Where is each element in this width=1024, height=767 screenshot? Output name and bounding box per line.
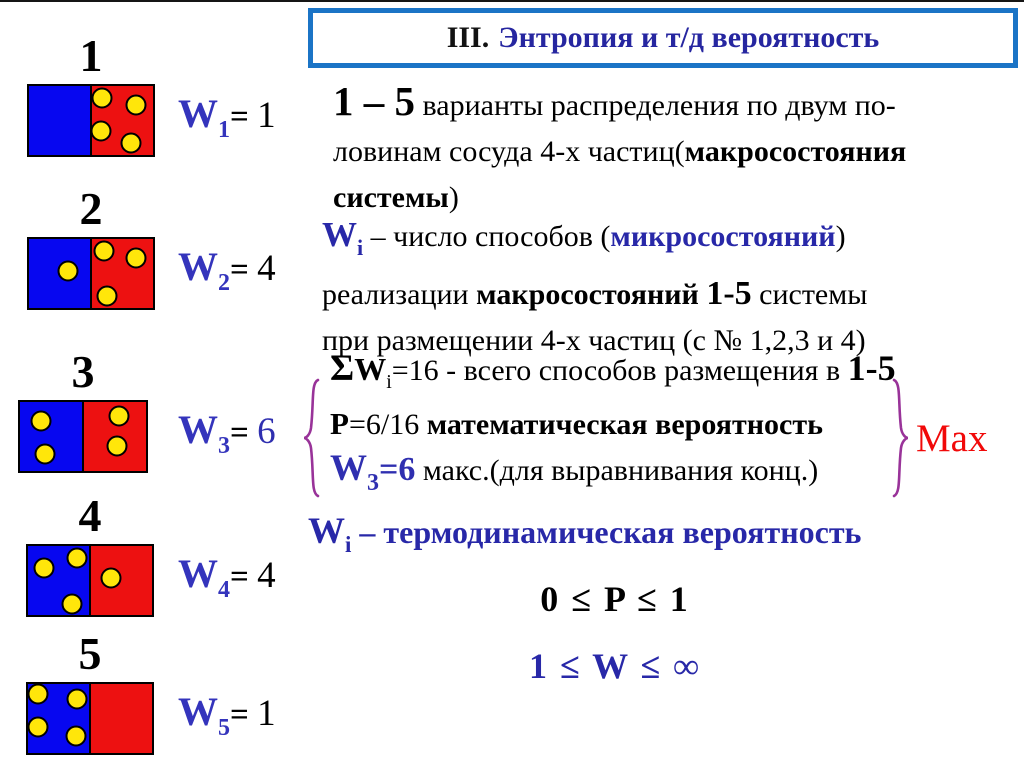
box-number-1: 1 (79, 30, 103, 81)
equals-sign: = (230, 99, 258, 135)
text-run-bold: математическая вероятность (426, 408, 823, 441)
text-line (333, 129, 1023, 175)
particle-dot (121, 132, 142, 153)
particle-dot (101, 568, 122, 589)
w-label-5 (178, 689, 276, 741)
text-run: системы (751, 278, 868, 311)
particle-dot (31, 410, 52, 431)
w-symbol: W (354, 351, 387, 387)
w-symbol: W (308, 511, 345, 552)
particle-dot (97, 286, 118, 307)
particle-dot (91, 88, 112, 109)
particle-dot (90, 120, 111, 141)
w-value: 4 (257, 555, 276, 596)
max-label: Max (916, 417, 988, 460)
w-symbol: W (178, 91, 218, 136)
left-half-blue (29, 86, 92, 155)
equals-sign: = (230, 559, 258, 595)
vessel-box-4 (26, 544, 154, 617)
sum-line (330, 347, 1024, 394)
left-half-blue (29, 239, 92, 308)
p-symbol: P (330, 406, 349, 441)
w-label-4 (178, 551, 276, 603)
vessel-box-1 (27, 84, 155, 157)
right-curly-brace (891, 378, 909, 503)
w-subscript: 3 (367, 470, 379, 496)
right-half-red (84, 402, 146, 471)
text-line (333, 78, 1023, 129)
text-run: ) (448, 181, 459, 214)
title-box (308, 8, 1018, 68)
left-half-blue (28, 546, 91, 615)
left-half-blue (20, 402, 84, 471)
w-subscript: 4 (218, 577, 230, 603)
right-half-red (91, 684, 152, 753)
w-label-1 (178, 91, 276, 143)
text-line (322, 212, 1024, 271)
text-run: варианты распределения по двум по- (415, 89, 896, 122)
particle-dot (58, 261, 79, 282)
page-title: Энтропия и т/д вероятность (498, 21, 880, 54)
text-run: – число способов ( (363, 220, 611, 253)
w-symbol: W (178, 551, 218, 596)
text-run-blue: микросостояний (610, 220, 836, 253)
particle-dot (33, 558, 54, 579)
particle-dot (61, 593, 82, 614)
text-run: макс.(для выравнивания конц.) (415, 454, 819, 487)
w-label-3 (178, 407, 276, 459)
thermodynamic-probability-line (308, 510, 861, 558)
right-half-red (92, 86, 153, 155)
text-run: реализации (322, 278, 477, 311)
w-label-2 (178, 244, 276, 296)
range-label: 1-5 (847, 348, 896, 388)
w-symbol: W (330, 448, 367, 489)
particle-dot (93, 241, 114, 262)
formula-p-bounds: 0 ≤ P ≤ 1 (540, 579, 690, 619)
particle-dot (125, 95, 146, 116)
range-label: 1 – 5 (333, 78, 415, 124)
box-number-2: 2 (79, 183, 103, 234)
text-run-bold: системы (333, 181, 449, 214)
w-symbol: W (178, 244, 218, 289)
text-run-blue: – термодинамическая вероятность (351, 514, 862, 550)
w-value: 4 (257, 248, 276, 289)
particle-dot (66, 689, 87, 710)
paragraph-microstates (322, 212, 1024, 364)
slide-top-edge (0, 0, 1024, 2)
w-subscript: i (357, 235, 364, 260)
w-subscript: 1 (218, 117, 230, 143)
equals-sign: = (230, 697, 258, 733)
equals-sign: = (230, 252, 258, 288)
box-number-5: 5 (78, 628, 102, 679)
w-subscript: i (345, 532, 352, 557)
title-prefix: III. (446, 21, 490, 54)
w-subscript: 3 (218, 433, 230, 459)
text-run: ) (835, 220, 846, 253)
box-number-3: 3 (71, 346, 95, 397)
text-run: ловинам сосуда 4-х частиц( (333, 135, 685, 168)
particle-dot (28, 716, 49, 737)
particle-dot (28, 684, 49, 705)
particle-dot (125, 247, 146, 268)
w-value: 1 (257, 95, 276, 136)
sigma-symbol: Σ (330, 348, 355, 389)
text-run: =16 - всего способов размещения в (391, 354, 848, 387)
text-line (330, 402, 890, 447)
equals-sign: = (230, 415, 258, 451)
probability-block (330, 402, 890, 505)
text-line (322, 271, 1024, 318)
particle-dot (65, 725, 86, 746)
formula-w-bounds: 1 ≤ W ≤ ∞ (529, 646, 701, 686)
w-subscript: 2 (218, 270, 230, 296)
vessel-box-2 (27, 237, 155, 310)
vessel-box-5 (26, 682, 154, 755)
w-value: 6 (257, 411, 276, 452)
right-half-red (91, 546, 152, 615)
w-subscript: i (386, 371, 392, 393)
left-curly-brace (303, 378, 321, 503)
text-run-bold: макросостояния (684, 135, 907, 168)
w-value: 1 (257, 693, 276, 734)
text-run: =6/16 (348, 408, 427, 441)
text-run: при размещении 4-х частиц (с № 1,2,3 и 4) (322, 324, 866, 357)
particle-dot (34, 443, 55, 464)
particle-dot (107, 436, 128, 457)
w-symbol: W (322, 215, 357, 254)
w-value: =6 (379, 451, 416, 488)
vessel-box-3 (18, 400, 148, 473)
text-line (330, 447, 890, 505)
particle-dot (66, 548, 87, 569)
particle-dot (109, 406, 130, 427)
box-number-4: 4 (78, 490, 102, 541)
text-run-bold: макросостояний (476, 278, 707, 311)
range-label: 1-5 (706, 275, 752, 312)
paragraph-variants (333, 78, 1023, 221)
w-subscript: 5 (218, 715, 230, 741)
w-symbol: W (178, 407, 218, 452)
right-half-red (92, 239, 153, 308)
w-symbol: W (178, 689, 218, 734)
left-half-blue (28, 684, 91, 753)
